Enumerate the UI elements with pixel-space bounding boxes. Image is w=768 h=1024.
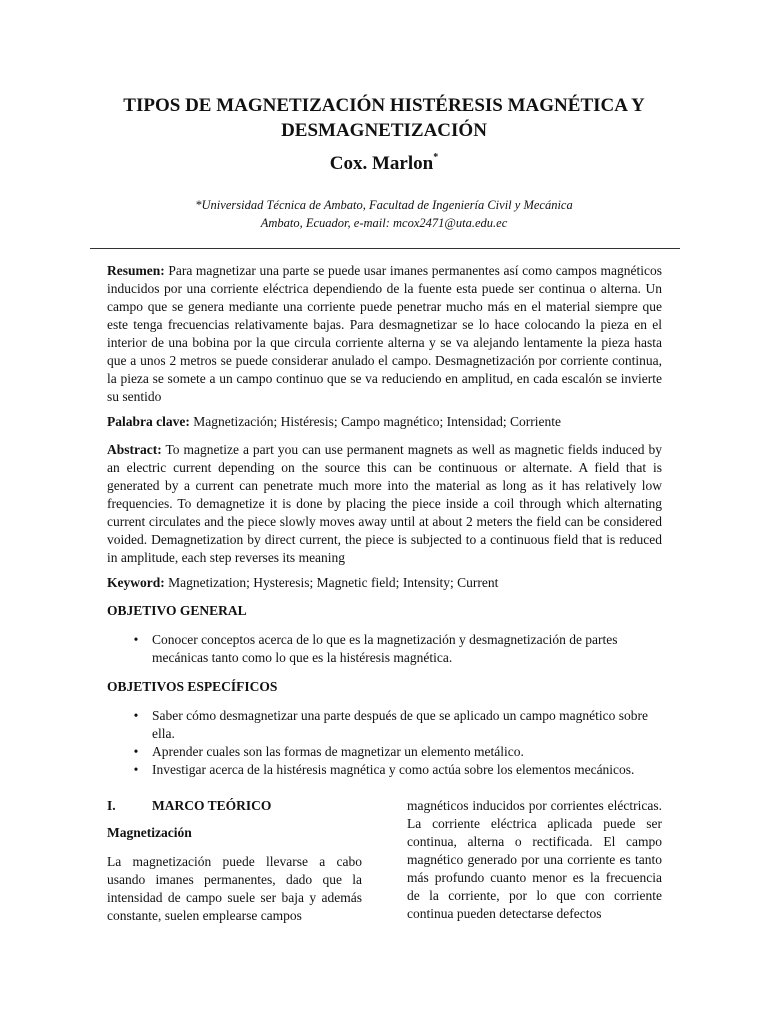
abstract-text: To magnetize a part you can use permanent magnets as well as magnetic fields induced by an electric current depending on the source this can be continuous or alternate. A field that is generated by a current can penetrate much more into the material as long as it has relatively low frequencies. To demagnetize it is done by placing the piece inside a coil through which alternating current circulates and the piece slowly moves away until at about 2 meters the field can be considered voided. Demagnetization by direct current, the piece is subjected to a continuous field that is reduced in amplitude, each step reverses its meaning [107,442,662,565]
abstract-paragraph [107,441,662,567]
affiliation-line-2: Ambato, Ecuador, e-mail: mcox2471@uta.edu.ec [260,216,508,230]
author-text: Cox. Marlon [329,153,434,174]
affiliation [60,196,708,232]
section-title: MARCO TEÓRICO [152,798,272,813]
right-column-text: magnéticos inducidos por corrientes eléctricas. La corriente eléctrica aplicada puede ser continua, alterna o rectificada. El campo magnético generado por una corriente es tanto más profundo cuanto menor es la frecuencia de la corriente, por lo que con corriente continua pueden detectarse defectos [407,798,662,921]
paper-title [60,93,708,143]
objetivo-general-list [107,631,662,667]
subsection-heading-magnetizacion: Magnetización [107,825,192,840]
left-column [107,853,362,925]
objetivos-especificos-list [107,707,662,779]
section-heading-marco-teorico [107,797,271,815]
author-name [60,146,708,176]
list-item-text: Saber cómo desmagnetizar una parte después de que se aplicado un campo magnético sobre ella. [152,708,648,741]
left-column-text: La magnetización puede llevarse a cabo usando imanes permanentes, dado que la intensidad de campo suele ser baja y además constante, suelen emplearse campos [107,854,362,923]
abstract-label: Abstract: [107,442,162,457]
keyword-text: Magnetization; Hysteresis; Magnetic field; Intensity; Current [168,575,499,590]
header-divider [90,248,680,249]
palabra-clave-paragraph [107,413,662,431]
list-item [107,743,662,761]
resumen-paragraph [107,262,662,406]
list-item [107,707,662,743]
author-footnote-mark: * [433,152,439,163]
list-item [107,761,662,779]
bullet-icon: • [133,708,139,723]
keyword-paragraph [107,574,662,592]
title-line-2: DESMAGNETIZACIÓN [281,120,487,141]
list-item-text: Investigar acerca de la histéresis magnética y como actúa sobre los elementos mecánicos. [152,762,635,777]
keyword-label: Keyword: [107,575,165,590]
bullet-icon: • [133,632,139,647]
list-item-text: Conocer conceptos acerca de lo que es la magnetización y desmagnetización de partes mecánicas tanto como lo que es la histéresis magnética. [152,632,618,665]
section-number: I. [107,798,116,813]
bullet-icon: • [133,762,139,777]
resumen-label: Resumen: [107,263,165,278]
palabra-clave-label: Palabra clave: [107,414,190,429]
affiliation-line-1: *Universidad Técnica de Ambato, Facultad de Ingeniería Civil y Mecánica [195,198,573,212]
bullet-icon: • [133,744,139,759]
list-item-text: Aprender cuales son las formas de magnetizar un elemento metálico. [152,744,524,759]
objetivo-general-heading: OBJETIVO GENERAL [107,603,247,618]
list-item [107,631,662,667]
resumen-text: Para magnetizar una parte se puede usar imanes permanentes así como campos magnéticos inducidos por una corriente eléctrica dependiendo de la fuente esta puede ser continua o alterna. Un campo que se genera mediante una corriente puede penetrar mucho más en el material siempre que este tenga frecuencias relativamente bajas. Para desmagnetizar se lo hace colocando la pieza en el interior de una bobina por la que circula corriente alterna y se va alejando lentamente la pieza hasta que a unos 2 metros se puede considerar anulado el campo. Desmagnetización por corriente continua, la pieza se somete a un campo continuo que se va reduciendo en amplitud, en cada escalón se invierte su sentido [107,263,663,404]
objetivos-especificos-heading: OBJETIVOS ESPECÍFICOS [107,679,278,694]
title-line-1: TIPOS DE MAGNETIZACIÓN HISTÉRESIS MAGNÉTICA Y [123,95,645,116]
palabra-clave-text: Magnetización; Histéresis; Campo magnético; Intensidad; Corriente [193,414,562,429]
right-column [407,797,662,923]
